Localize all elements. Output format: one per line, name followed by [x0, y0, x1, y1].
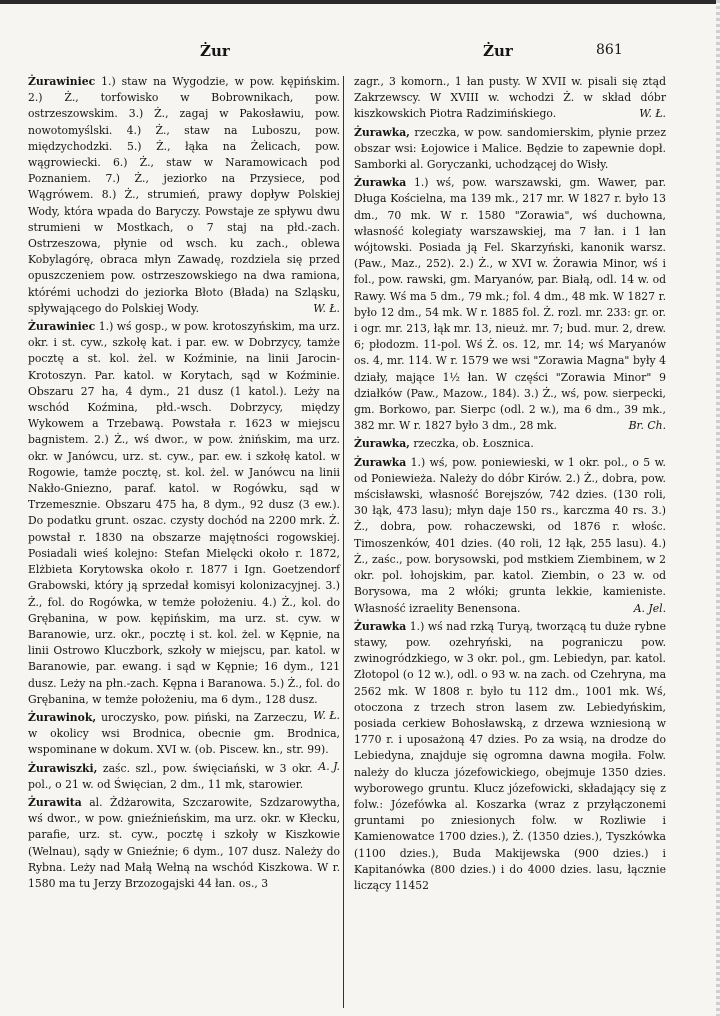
entry-headword: Żurawka, — [354, 437, 410, 451]
entry-text: al. Żdżarowita, Szczarowite, Szdzarowytha, wś dwor., w pow. gnieźnieńskim, ma urz. okr. w Kłecku, parafie, urz. st. cyw., pocztę i szkoły w Kiszkowie (Welnau), sądy w Gnieźnie; 6 dym., 107 dusz. Należy do Rybna. Leży nad Małą Wełną na wschód Kiszkowa. W r. 1580 ma tu Jerzy Brzozogajski 44 łan. os., 3 — [28, 795, 341, 890]
entry — [28, 74, 340, 317]
entry-text: rzeczka, ob. Łosznica. — [413, 437, 534, 451]
entry-headword: Żurawiszki, — [28, 761, 98, 775]
entry-author: A. Jel. — [633, 601, 666, 615]
entry-text: 1.) staw na Wygodzie, w pow. kępińskim. 2.) Ż., torfowisko w Bobrownikach, pow. ostrzeszowskim. 3.) Ż., zagaj w Pakosławiu, pow. nowotomyślski. 4.) Ż., staw na Luboszu, pow. międzychodzki. 5.) Ż., łąka na Żelicach, pow. wągrowiecki. 6.) Ż., staw w Naramowicach pod Poznaniem. 7.) Ż., jeziorko na Przysiece, pod Wągrówem. 8.) Ż., strumień, prawy dopływ Polskiej Wody, która wpada do Baryczy. Powstaje ze spływu dwu strumieni w Mostkach, o 7 staj na płd.-zach. Ostrzeszowa, płynie od wsch. ku zach., oblewa Kobylagórę, obraca młyn Zawadę, rozdziela się przed opuszczeniem pow. ostrzeszowskiego na dwa ramiona, którémi uchodzi do jeziorka Błoto (Błada) na Szląsku, spływającego do Polskiej Wody. — [28, 75, 340, 315]
entry — [354, 619, 666, 894]
entry-headword: Żurawinok, — [28, 710, 97, 724]
entry-headword: Żurawka — [354, 619, 407, 633]
entry-text: 1.) wś, pow. warszawski, gm. Wawer, par. Długa Kościelna, ma 139 mk., 217 mr. W 1827 r. było 13 dm., 70 mk. W r. 1580 "Zorawia", wś duchowna, własność kolegiaty warszawskiej, ma 7 łan. i 1 łan wójtowski. Posiada ją Fel. Skarzyński, kanonik warsz. (Paw., Maz., 252). 2.) Ż., w XVI w. Żorawia Minor, wś i fol., pow. rawski, gm. Maryanów, par. Białą, odl. 14 w. od Rawy. Wś ma 5 dm., 79 mk.; fol. 4 dm., 48 mk. W 1827 r. było 12 dm., 54 mk. W r. 1885 fol. Ż. rozl. mr. 233: gr. or. i ogr. mr. 213, łąk mr. 13, nieuż. mr. 7; bud. mur. 2, drew. 6; płodozm. 11-pol. Wś Ż. os. 12, mr. 14; wś Maryanów os. 4, mr. 114. W r. 1579 we wsi "Zorawia Magna" były 4 działy, mające 1½ łan. W części "Zorawia Minor" 9 działków (Paw., Mazow., 184). 3.) Ż., wś, pow. sierpecki, gm. Borkowo, par. Sierpc (odl. 2 w.), ma 6 dm., 39 mk., 382 mr. W r. 1827 było 3 dm., 28 mk. — [354, 176, 667, 433]
running-head-right: Żur — [483, 42, 513, 60]
entry-headword: Żurawka, — [354, 125, 410, 139]
entry — [28, 761, 340, 793]
entry-headword: Żurawita — [28, 795, 82, 809]
entry-author: Br. Ch. — [628, 419, 666, 433]
entry — [354, 436, 666, 452]
page-number: 861 — [596, 42, 623, 58]
entry — [28, 795, 340, 892]
entry-author: A. J. — [318, 759, 340, 773]
scan-top-edge — [0, 0, 720, 4]
left-column — [28, 74, 340, 892]
scan-right-edge — [716, 0, 720, 1016]
entry-text: rzeczka, w pow. sandomierskim, płynie przez obszar wsi: Łojowice i Malice. Będzie to zapewnie dopł. Samborki al. Goryczanki, uchodzącej do Wisły. — [354, 125, 667, 172]
running-head-left: Żur — [200, 42, 230, 60]
entry-text: zaśc. szl., pow. święciański, w 3 okr. pol., o 21 w. od Święcian, 2 dm., 11 mk, starowier. — [28, 761, 313, 791]
entry-text: uroczysko, pow. piński, na Zarzeczu, w okolicy wsi Brodnica, obecnie gm. Brodnica, wspominane w dokum. XVI w. (ob. Piscew. kn., str. 99). — [28, 710, 340, 757]
entry-author: W. Ł. — [639, 107, 666, 121]
entry-author: W. Ł. — [313, 301, 340, 315]
entry-headword: Żurawiniec — [28, 75, 96, 88]
entry-text: 1.) wś gosp., w pow. krotoszyńskim, ma urz. okr. i st. cyw., szkołę kat. i par. ew. w Dobrzycy, tamże pocztę a st. kol. żel. w Koźminie, na linii Jarocin-Krotoszyn. Par. katol. w Korytach, sąd w Koźminie. Obszaru 27 ha, 4 dym., 21 dusz (1 katol.). Leży na wschód Koźmina, płd.-wsch. Dobrzycy, między Wykowem a Trzebawą. Powstała r. 1623 w miejscu bagnistem. 2.) Ż., wś dwor., w pow. żnińskim, ma urz. okr. w Janówcu, urz. st. cyw., par. ew. i szkołę katol. w Rogowie, tamże pocztę, st. kol. żel. w Janówcu na linii Nakło-Gniezno, paraf. katol. w Rogówku, sąd w Trzemesznie. Obszaru 475 ha, 8 dym., 92 dusz (3 ew.). Do podatku grunt. oszac. czysty dochód na 2200 mrk. Ż. powstał r. 1830 na obszarze majętności rogowskiej. Posiadali wieś kolejno: Stefan Mielęcki około r. 1872, Elżbieta Korytowska około r. 1877 i Ign. Goetzendorf Grabowski, który ją sprzedał komisyi kolonizacyjnej. 3.) Ż., fol. do Rogówka, w temże położeniu. 4.) Ż., kol. do Grębanina, w pow. kępińskim, ma urz. st. cyw. w Baranowie, urz. okr., pocztę i st. kol. żel. w Kępnie, na linii Ostrowo Kluczbork, szkoły w miejscu, par. katol. w Baranowie, par. ewang. i sąd w Kępnie; 16 dym., 121 dusz. Leży na płn.-zach. Kępna i Baranowa. 5.) Ż., fol. do Grębanina, w temże położeniu, ma 6 dym., 128 dusz. — [28, 320, 340, 706]
entry-author: W. Ł. — [313, 708, 340, 722]
entry-headword: Żurawka — [354, 455, 407, 469]
entry-text: 1.) wś nad rzką Turyą, tworzącą tu duże rybne stawy, pow. ozehryński, na pograniczu pow. zwinogródzkiego, w 3 okr. pol., gm. Lebiedyn, par. katol. Złotopol (o 12 w.), odl. o 93 w. na zach. od Czehryna, ma 2562 mk. W 1808 r. było tu 112 dm., 1001 mk. Wś, otoczona z trzech stron lasem zw. Lebiedyńskim, posiada cerkiew Bohosławską, z drzewa wzniesioną w 1770 r. i uposażoną 47 dzies. Po za wsią, na drodze do Lebiedyna, znajduje się ogromna dawna mogiła. Folw. należy do klucza józefowickiego, obejmuje 1350 dzies. wyborowego gruntu. Klucz józefowicki, składający się z folw.: Józefówka al. Koszarka (wraz z przyłączonemi gruntami po zniesionych folw. w Rozliwie i Kamienowatce 1700 dzies.), Ż. (1350 dzies.), Tyszkówka (1100 dzies.), Buda Makijewska (900 dzies.) i Kapitanówka (800 dzies.) i do 4000 dzies. lasu, łącznie liczący 11452 — [354, 619, 666, 892]
column-divider — [343, 76, 344, 1008]
right-column — [354, 74, 666, 894]
entry-headword: Żurawka — [354, 176, 407, 190]
entry-text: zagr., 3 komorn., 1 łan pusty. W XVII w. pisali się ztąd Zakrzewscy. W XVIII w. wchodzi Ż. w skład dóbr kiszkowskich Piotra Radzimińskiego. — [354, 75, 666, 121]
entry — [354, 74, 666, 123]
entry — [354, 175, 666, 434]
entry — [354, 455, 666, 617]
entry-text: 1.) wś, pow. poniewieski, w 1 okr. pol., o 5 w. od Poniewieża. Należy do dóbr Kirów. 2.) Ż., dobra, pow. mścisławski, własność Borejszów, 742 dzies. (130 roli, 30 łąk, 473 lasu); młyn daje 150 rs., karczma 40 rs. 3.) Ż., dobra, pow. rohaczewski, od 1876 r. włośc. Timoszenków, 401 dzies. (40 roli, 12 łąk, 255 lasu). 4.) Ż., zaśc., pow. borysowski, pod mstkiem Ziembinem, w 2 okr. pol. łohojskim, par. katol. Ziembin, o 23 w. od Borysowa, ma 2 włóki; grunta lekkie, kamieniste. Własność izraelity Benensona. — [354, 455, 666, 615]
entry-headword: Żurawiniec — [28, 320, 96, 334]
entry — [354, 125, 666, 174]
